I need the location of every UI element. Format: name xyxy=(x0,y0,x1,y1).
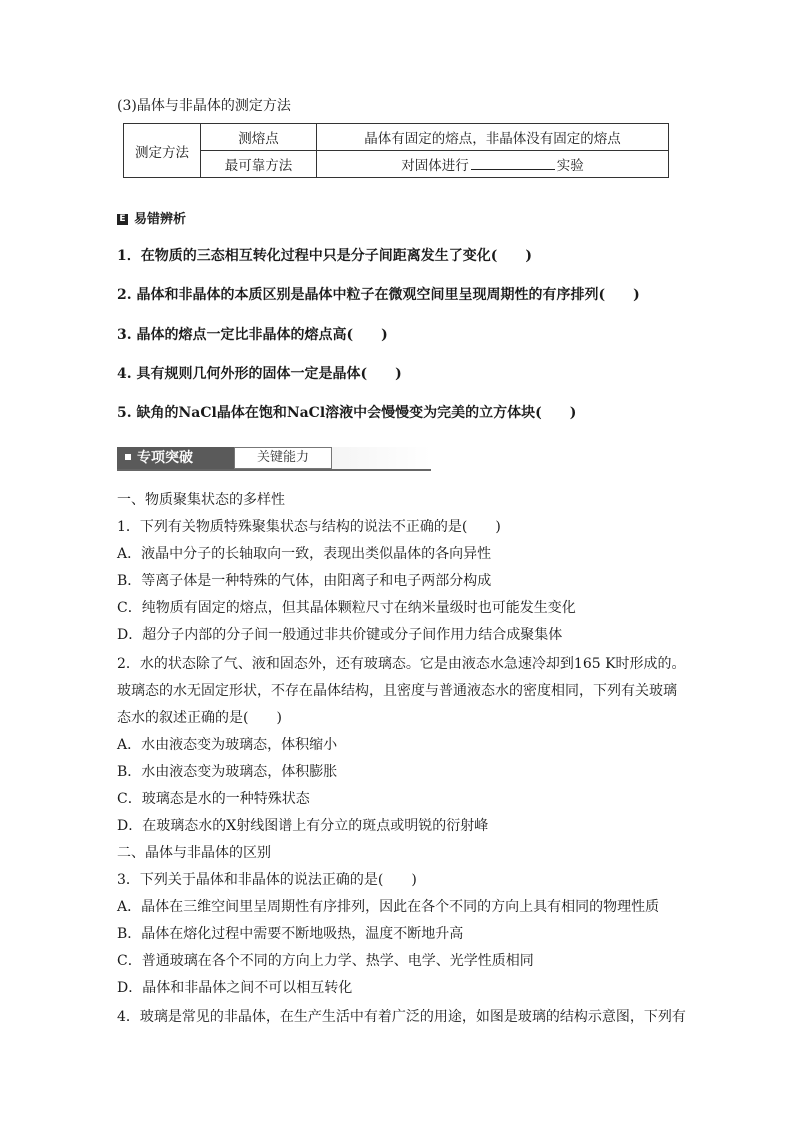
error-item: 3. 晶体的熔点一定比非晶体的熔点高( ) xyxy=(117,327,388,343)
error-analysis-title: 易错辨析 xyxy=(134,212,187,227)
measurement-method-table xyxy=(123,123,669,178)
table-row xyxy=(124,151,669,178)
answer-option: A．水由液态变为玻璃态，体积缩小 xyxy=(117,737,338,753)
content-cell: 晶体有固定的熔点，非晶体没有固定的熔点 xyxy=(317,124,669,151)
question-stem: 玻璃态的水无固定形状，不存在晶体结构，且密度与普通液态水的密度相同，下列有关玻璃 xyxy=(117,683,677,699)
content-cell xyxy=(317,151,669,178)
error-item: 4. 具有规则几何外形的固体一定是晶体( ) xyxy=(117,366,402,382)
error-item: 5. 缺角的NaCl晶体在饱和NaCl溶液中会慢慢变为完美的立方体块( ) xyxy=(117,405,577,421)
answer-option: B．等离子体是一种特殊的气体，由阳离子和电子两部分构成 xyxy=(117,573,492,589)
banner-light-tab: 关键能力 xyxy=(234,447,332,469)
answer-option: B．水由液态变为玻璃态，体积膨胀 xyxy=(117,764,338,780)
banner-dark-label: 专项突破 xyxy=(137,450,193,466)
error-analysis-heading xyxy=(117,211,186,229)
banner-rule xyxy=(117,469,431,471)
answer-option: A．晶体在三维空间里呈周期性有序排列，因此在各个不同的方向上具有相同的物理性质 xyxy=(117,899,660,915)
error-item: 2. 晶体和非晶体的本质区别是晶体中粒子在微观空间里呈现周期性的有序排列( ) xyxy=(117,287,640,303)
section-title: 二、晶体与非晶体的区别 xyxy=(117,845,271,861)
answer-option: C．纯物质有固定的熔点，但其晶体颗粒尺寸在纳米量级时也可能发生变化 xyxy=(117,600,576,616)
question-stem: 2．水的状态除了气、液和固态外，还有玻璃态。它是由液态水急速冷却到165 K时形成的。 xyxy=(117,656,686,672)
answer-option: D．晶体和非晶体之间不可以相互转化 xyxy=(117,980,353,996)
error-item: 1．在物质的三态相互转化过程中只是分子间距离发生了变化( ) xyxy=(117,248,532,264)
method-cell: 最可靠方法 xyxy=(201,151,317,178)
answer-option: D．在玻璃态水的X射线图谱上有分立的斑点或明锐的衍射峰 xyxy=(117,818,489,834)
answer-option: D．超分子内部的分子间一般通过非共价键或分子间作用力结合成聚集体 xyxy=(117,627,563,643)
question-stem: 4．玻璃是常见的非晶体，在生产生活中有着广泛的用途，如图是玻璃的结构示意图，下列有 xyxy=(117,1009,686,1025)
answer-option: A．液晶中分子的长轴取向一致，表现出类似晶体的各向异性 xyxy=(117,546,492,562)
question-stem: 3．下列关于晶体和非晶体的说法正确的是( ) xyxy=(117,872,417,888)
answer-option: B．晶体在熔化过程中需要不断地吸热，温度不断地升高 xyxy=(117,926,464,942)
method-cell: 测熔点 xyxy=(201,124,317,151)
question-stem: 态水的叙述正确的是( ) xyxy=(117,710,282,726)
table-row xyxy=(124,124,669,151)
method-heading: (3)晶体与非晶体的测定方法 xyxy=(117,98,291,114)
question-stem: 1．下列有关物质特殊聚集状态与结构的说法不正确的是( ) xyxy=(117,519,501,535)
section-title: 一、物质聚集状态的多样性 xyxy=(117,492,285,508)
row-header-cell: 测定方法 xyxy=(124,124,201,178)
answer-blank xyxy=(471,155,555,170)
answer-option: C．普通玻璃在各个不同的方向上力学、热学、电学、光学性质相同 xyxy=(117,953,534,969)
content-after: 实验 xyxy=(556,158,584,174)
section-banner xyxy=(117,447,431,471)
answer-option: C．玻璃态是水的一种特殊状态 xyxy=(117,791,310,807)
e-badge-icon: E xyxy=(117,214,128,225)
banner-dark-tab xyxy=(117,447,234,469)
square-bullet-icon xyxy=(125,454,131,460)
content-before: 对固体进行 xyxy=(401,158,469,174)
